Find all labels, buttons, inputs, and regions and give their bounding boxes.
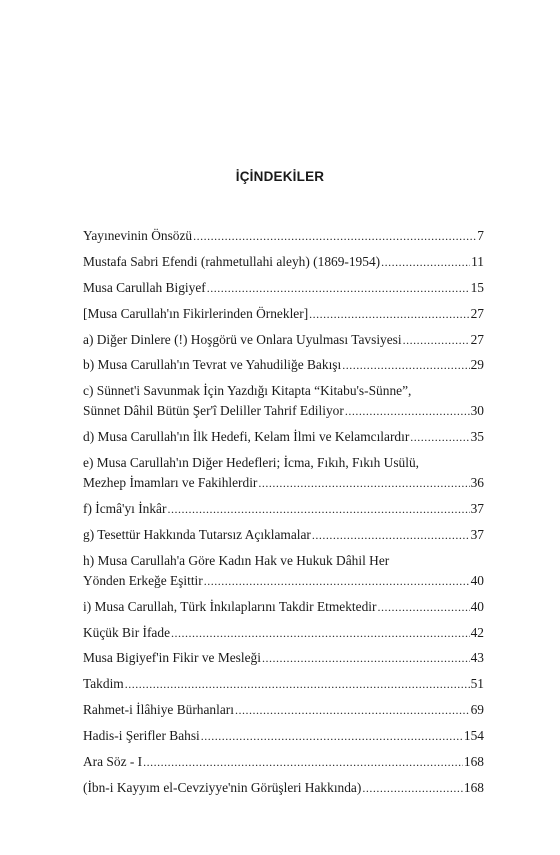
toc-entry[interactable]: [83, 252, 484, 272]
toc-entry-title: i) Musa Carullah, Türk İnkılaplarını Takdir Etmektedir: [83, 598, 377, 614]
toc-page-number: 11: [471, 253, 484, 269]
toc-entry-title: b) Musa Carullah'ın Tevrat ve Yahudiliğe Bakışı: [83, 357, 342, 373]
toc-page-number: 154: [463, 728, 484, 744]
toc-entry-title: a) Diğer Dinlere (!) Hoşgörü ve Onlara Uyulması Tavsiyesi: [83, 331, 402, 347]
toc-entry[interactable]: [83, 278, 484, 298]
dot-leader: [167, 499, 469, 519]
toc-entry-title: Takdim: [83, 676, 124, 692]
toc-page-number: 51: [470, 676, 484, 692]
dot-leader: [381, 252, 470, 272]
dot-leader: [410, 427, 469, 447]
dot-leader: [262, 648, 470, 668]
toc-entry[interactable]: [83, 726, 484, 746]
toc-entry[interactable]: [83, 499, 484, 519]
toc-page-number: 35: [470, 429, 484, 445]
table-of-contents: [83, 226, 484, 804]
toc-entry-line: [83, 355, 484, 375]
toc-entry[interactable]: [83, 330, 484, 350]
toc-page-number: 27: [470, 331, 484, 347]
toc-entry-title: Mustafa Sabri Efendi (rahmetullahi aleyh) (1869-1954): [83, 253, 381, 269]
toc-entry-title: (İbn-i Kayyım el-Cevziyye'nin Görüşleri Hakkında): [83, 779, 362, 795]
toc-page-number: 168: [463, 754, 484, 770]
toc-entry[interactable]: [83, 648, 484, 668]
toc-page-number: 7: [477, 228, 484, 243]
toc-entry[interactable]: [83, 623, 484, 643]
toc-entry-title: Mezhep İmamları ve Fakihlerdir: [83, 475, 258, 491]
toc-entry-title: h) Musa Carullah'a Göre Kadın Hak ve Hukuk Dâhil Her: [83, 552, 390, 568]
dot-leader: [201, 726, 463, 746]
dot-leader: [235, 700, 470, 720]
toc-entry-line: [83, 597, 484, 617]
toc-entry-line: [83, 700, 484, 720]
toc-page-number: 40: [470, 572, 484, 588]
toc-entry-title: Musa Bigiyef'in Fikir ve Mesleği: [83, 650, 261, 666]
page-title: İÇİNDEKİLER: [235, 169, 325, 184]
toc-entry-title: d) Musa Carullah'ın İlk Hedefi, Kelam İlmi ve Kelamcılardır: [83, 429, 410, 445]
toc-entry-line: [83, 551, 484, 571]
dot-leader: [312, 525, 470, 545]
toc-page-number: 69: [470, 702, 484, 718]
toc-entry-line: [83, 726, 484, 746]
toc-entry-line: [83, 278, 484, 298]
toc-page-number: 168: [463, 779, 484, 795]
dot-leader: [171, 623, 470, 643]
toc-entry-title: Hadis-i Şerifler Bahsi: [83, 728, 200, 744]
toc-entry-line: [83, 674, 484, 694]
toc-entry-title: Musa Carullah Bigiyef: [83, 279, 206, 295]
toc-entry-title: Sünnet Dâhil Bütün Şer'î Deliller Tahrif Ediliyor: [83, 403, 344, 419]
toc-entry-title: Yayınevinin Önsözü: [83, 228, 193, 243]
toc-page-number: 27: [470, 305, 484, 321]
dot-leader: [345, 401, 470, 421]
toc-entry-line: [83, 330, 484, 350]
toc-entry-line: [83, 401, 484, 421]
toc-entry-line: [83, 752, 484, 772]
toc-entry-line: [83, 499, 484, 519]
toc-entry[interactable]: [83, 355, 484, 375]
dot-leader: [143, 752, 463, 772]
toc-page-number: 43: [470, 650, 484, 666]
toc-entry-title: c) Sünnet'i Savunmak İçin Yazdığı Kitapta “Kitabu's-Sünne”,: [83, 383, 412, 399]
toc-entry[interactable]: [83, 778, 484, 798]
toc-page-number: 15: [470, 279, 484, 295]
toc-entry[interactable]: [83, 700, 484, 720]
toc-entry-title: [Musa Carullah'ın Fikirlerinden Örnekler]: [83, 305, 309, 321]
toc-entry[interactable]: [83, 525, 484, 545]
dot-leader: [309, 304, 469, 324]
toc-entry-line: [83, 623, 484, 643]
toc-entry[interactable]: [83, 597, 484, 617]
dot-leader: [362, 778, 463, 798]
toc-entry[interactable]: [83, 226, 484, 246]
toc-page-number: 42: [470, 624, 484, 640]
dot-leader: [193, 226, 476, 246]
toc-entry-title: Rahmet-i İlâhiye Bürhanları: [83, 702, 234, 718]
dot-leader: [342, 355, 469, 375]
toc-page-number: 40: [470, 598, 484, 614]
toc-page-number: 37: [470, 526, 484, 542]
toc-entry[interactable]: [83, 304, 484, 324]
toc-page-number: 29: [470, 357, 484, 373]
toc-entry-title: f) İcmâ'yı İnkâr: [83, 501, 167, 517]
toc-entry-title: Ara Söz - I: [83, 754, 143, 770]
toc-entry-line: [83, 381, 484, 401]
dot-leader: [403, 330, 470, 350]
toc-entry-line: [83, 427, 484, 447]
dot-leader: [125, 674, 470, 694]
toc-entry-line: [83, 453, 484, 473]
toc-page-number: 37: [470, 501, 484, 517]
toc-entry[interactable]: [83, 674, 484, 694]
toc-entry-line: [83, 226, 484, 246]
toc-entry-line: [83, 648, 484, 668]
toc-page-number: 36: [470, 475, 484, 491]
toc-entry-line: [83, 473, 484, 493]
toc-entry-line: [83, 778, 484, 798]
toc-page-number: 30: [470, 403, 484, 419]
toc-entry[interactable]: [83, 427, 484, 447]
toc-entry[interactable]: [83, 752, 484, 772]
dot-leader: [377, 597, 469, 617]
toc-entry-line: [83, 252, 484, 272]
toc-entry[interactable]: [83, 381, 484, 421]
dot-leader: [204, 571, 470, 591]
toc-entry-line: [83, 304, 484, 324]
toc-entry-title: e) Musa Carullah'ın Diğer Hedefleri; İcma, Fıkıh, Fıkıh Usülü,: [83, 455, 419, 471]
toc-entry-title: g) Tesettür Hakkında Tutarsız Açıklamalar: [83, 526, 311, 542]
toc-entry-title: Küçük Bir İfade: [83, 624, 171, 640]
dot-leader: [207, 278, 470, 298]
toc-entry[interactable]: [83, 453, 484, 493]
toc-entry[interactable]: [83, 551, 484, 591]
toc-entry-title: Yönden Erkeğe Eşittir: [83, 572, 203, 588]
dot-leader: [258, 473, 469, 493]
toc-entry-line: [83, 571, 484, 591]
toc-entry-line: [83, 525, 484, 545]
